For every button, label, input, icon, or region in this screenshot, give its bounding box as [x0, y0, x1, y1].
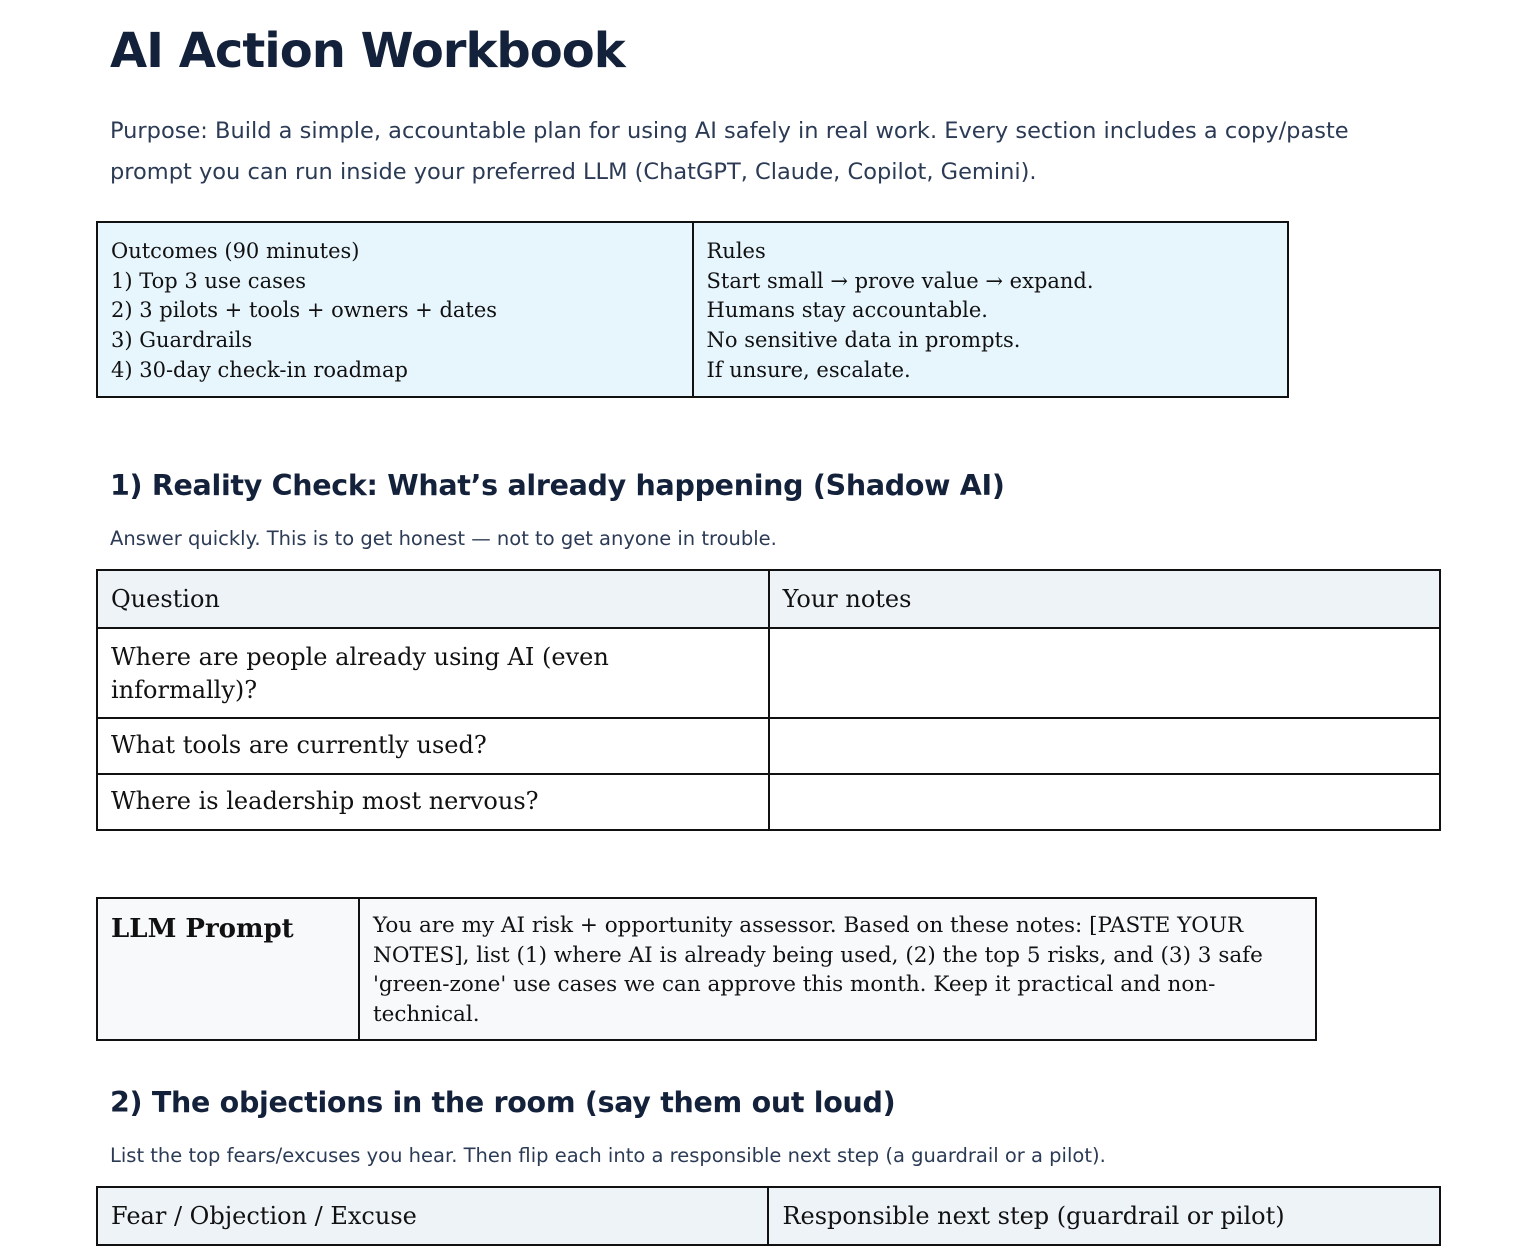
- question-cell: Where are people already using AI (even informally)?: [97, 628, 769, 718]
- column-header-question: Question: [97, 570, 769, 628]
- section-1-subtitle: Answer quickly. This is to get honest — not to get anyone in trouble.: [110, 527, 777, 550]
- question-cell: What tools are currently used?: [97, 718, 769, 774]
- llm-prompt-box: [96, 897, 1317, 1041]
- rules-heading: Rules: [706, 239, 766, 263]
- prompt-label: LLM Prompt: [97, 898, 359, 1040]
- table-header-row: [97, 570, 1440, 628]
- column-header-notes: Your notes: [769, 570, 1440, 628]
- rules-cell: [693, 222, 1289, 397]
- outcomes-cell: [97, 222, 693, 397]
- section-2-heading: 2) The objections in the room (say them out loud): [110, 1086, 896, 1119]
- section-2-subtitle: List the top fears/excuses you hear. Then flip each into a responsible next step (a guardrail or a pilot).: [110, 1144, 1106, 1167]
- table-header-row: [97, 1187, 1440, 1245]
- section-1-heading: 1) Reality Check: What’s already happening (Shadow AI): [110, 469, 1005, 502]
- outcomes-rules-box: [96, 221, 1289, 398]
- notes-cell[interactable]: [769, 774, 1440, 830]
- table-row: [97, 774, 1440, 830]
- outcome-item: 1) Top 3 use cases: [111, 268, 307, 293]
- outcome-item: 3) Guardrails: [111, 328, 253, 353]
- notes-cell[interactable]: [769, 718, 1440, 774]
- outcomes-heading: Outcomes (90 minutes): [111, 239, 360, 263]
- rule-item: Start small → prove value → expand.: [706, 268, 1094, 293]
- reality-check-table: [96, 569, 1441, 831]
- page-title: AI Action Workbook: [110, 23, 625, 79]
- rule-item: No sensitive data in prompts.: [706, 328, 1021, 353]
- outcome-item: 2) 3 pilots + tools + owners + dates: [111, 298, 498, 323]
- table-row: [97, 628, 1440, 718]
- objections-table: [96, 1186, 1441, 1246]
- purpose-text: Purpose: Build a simple, accountable plan for using AI safely in real work. Every section includes a copy/paste prompt you can run inside your preferred LLM (ChatGPT, Claude, Copilot, Gemini).: [110, 118, 1349, 185]
- column-header-fear: Fear / Objection / Excuse: [97, 1187, 768, 1245]
- notes-cell[interactable]: [769, 628, 1440, 718]
- table-row: [97, 718, 1440, 774]
- column-header-next-step: Responsible next step (guardrail or pilot): [768, 1187, 1440, 1245]
- rule-item: Humans stay accountable.: [706, 298, 988, 323]
- question-cell: Where is leadership most nervous?: [97, 774, 769, 830]
- prompt-text[interactable]: You are my AI risk + opportunity assessor. Based on these notes: [PASTE YOUR NOTES], list (1) where AI is already being used, (2) the top 5 risks, and (3) 3 safe 'green-zone' use cases we can approve this month. Keep it practical and non-technical.: [359, 898, 1316, 1040]
- outcome-item: 4) 30-day check-in roadmap: [111, 357, 408, 382]
- rule-item: If unsure, escalate.: [706, 357, 911, 382]
